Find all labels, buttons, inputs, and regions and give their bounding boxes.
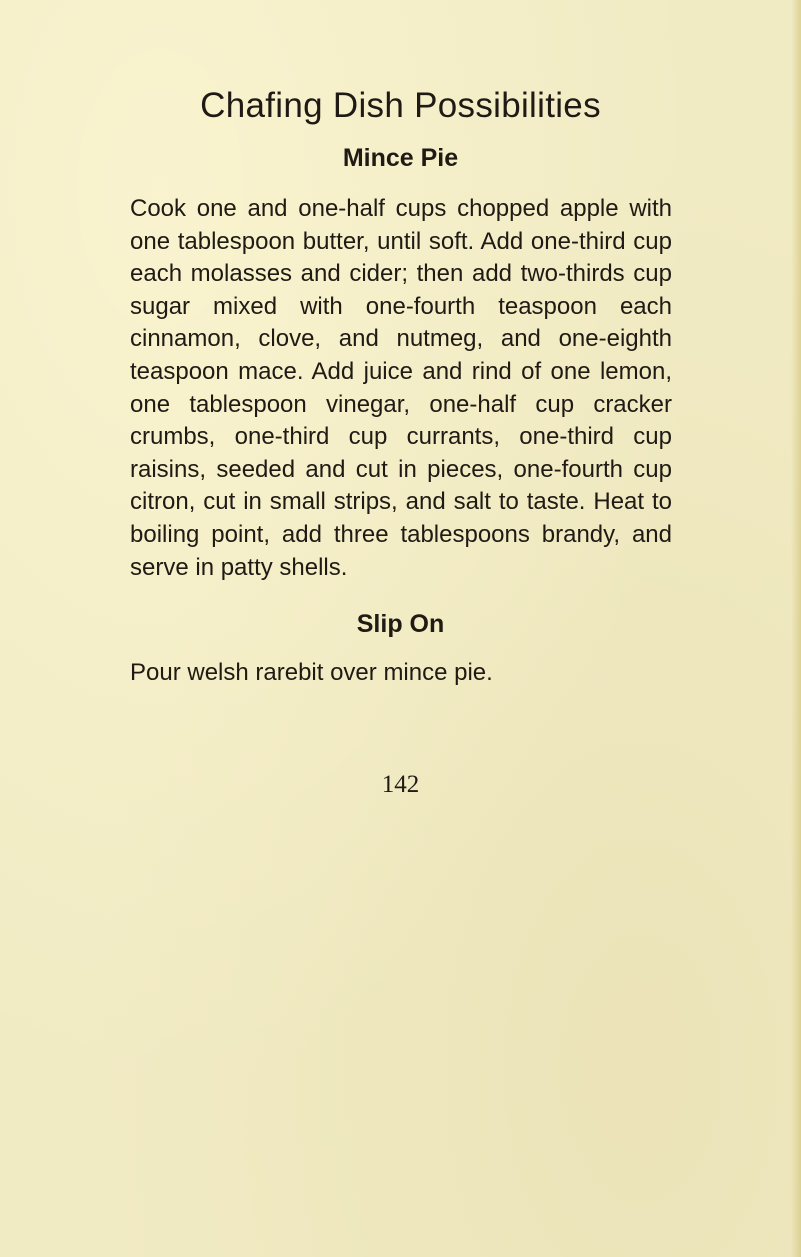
- recipe-title-mince-pie: Mince Pie: [342, 144, 459, 172]
- recipe-title-slip-on: Slip On: [356, 610, 445, 638]
- running-head: Chafing Dish Possibilities: [200, 86, 601, 125]
- recipe-text-mince-pie: Cook one and one-half cups chopped apple with one tablespoon butter, until soft. Add one-third cup each molasses and cider; then add two-thirds cup sugar mixed with one-fourth teaspoon each cinnamon, clove, and nutmeg, and one-eighth teaspoon mace. Add juice and rind of one lemon, one tablespoon vinegar, one-half cup cracker crumbs, one-third cup currants, one-third cup raisins, seeded and cut in pieces, one-fourth cup citron, cut in small strips, and salt to taste. Heat to boiling point, add three tablespoons brandy, and serve in patty shells.: [130, 195, 672, 581]
- page-number: 142: [381, 771, 420, 798]
- recipe-text-slip-on: Pour welsh rarebit over mince pie.: [130, 659, 493, 686]
